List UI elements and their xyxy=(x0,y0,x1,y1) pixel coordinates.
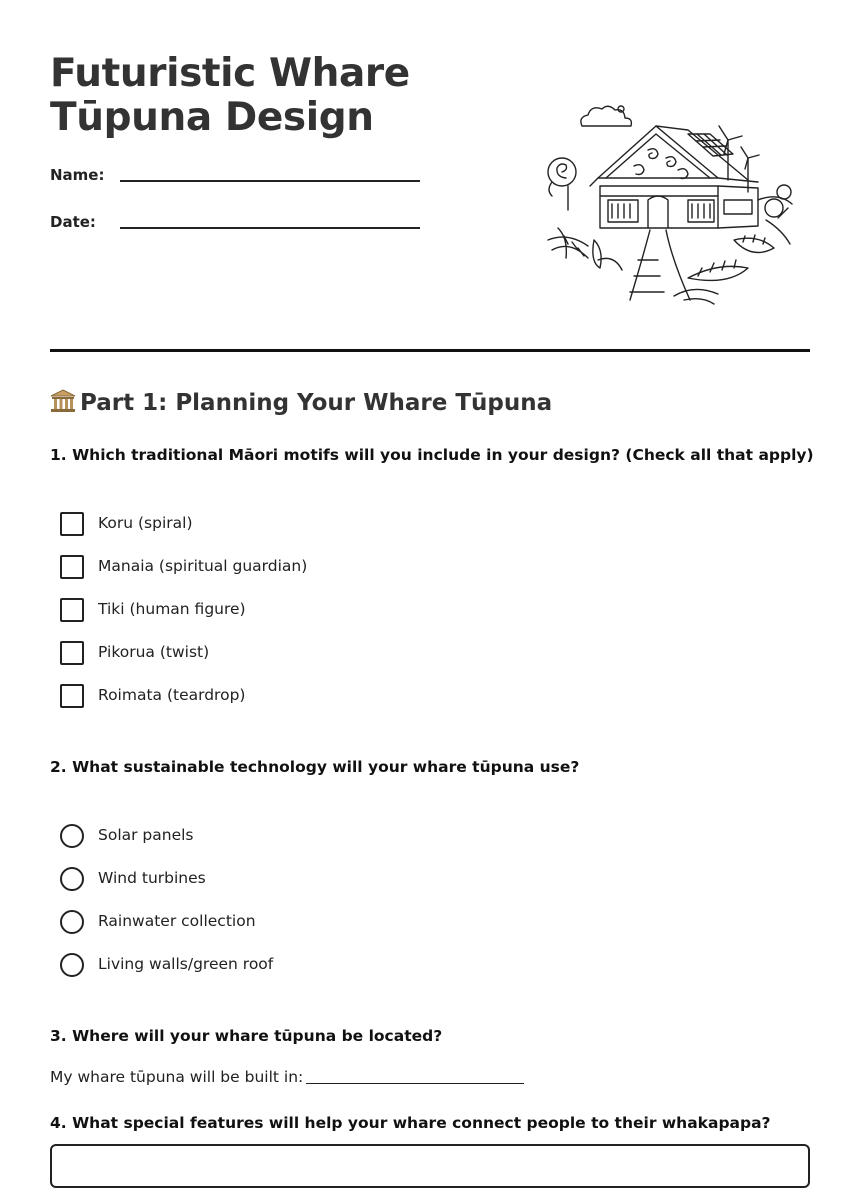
option-label: Wind turbines xyxy=(98,869,206,887)
checkbox[interactable] xyxy=(60,555,84,579)
question-2: 2. What sustainable technology will your whare tūpuna use? xyxy=(50,758,580,776)
question-4: 4. What special features will help your whare connect people to their whakapapa? xyxy=(50,1114,771,1132)
radio-button[interactable] xyxy=(60,824,84,848)
option-label: Tiki (human figure) xyxy=(98,600,246,618)
checkbox[interactable] xyxy=(60,641,84,665)
part1-title: Part 1: Planning Your Whare Tūpuna xyxy=(80,390,553,416)
title-line-1: Futuristic Whare xyxy=(50,51,410,96)
title-line-2: Tūpuna Design xyxy=(50,95,374,140)
date-label: Date: xyxy=(50,213,96,231)
radio-button[interactable] xyxy=(60,953,84,977)
header-divider xyxy=(50,349,810,352)
classical-building-icon xyxy=(50,389,80,419)
name-label: Name: xyxy=(50,166,105,184)
checkbox[interactable] xyxy=(60,512,84,536)
location-blank[interactable] xyxy=(306,1083,524,1084)
radio-button[interactable] xyxy=(60,910,84,934)
checkbox[interactable] xyxy=(60,684,84,708)
option-label: Living walls/green roof xyxy=(98,955,274,973)
checkbox[interactable] xyxy=(60,598,84,622)
option-label: Koru (spiral) xyxy=(98,514,193,532)
option-label: Pikorua (twist) xyxy=(98,643,210,661)
location-fill-in xyxy=(50,1068,524,1086)
option-label: Rainwater collection xyxy=(98,912,256,930)
radio-button[interactable] xyxy=(60,867,84,891)
question-1: 1. Which traditional Māori motifs will you include in your design? (Check all that apply) xyxy=(50,446,814,464)
option-label: Manaia (spiritual guardian) xyxy=(98,557,308,575)
part1-heading xyxy=(50,389,552,419)
question-3: 3. Where will your whare tūpuna be located? xyxy=(50,1027,443,1045)
worksheet-title xyxy=(50,52,410,140)
option-label: Solar panels xyxy=(98,826,194,844)
name-input-line[interactable] xyxy=(120,180,420,182)
date-input-line[interactable] xyxy=(120,227,420,229)
whakapapa-answer-box[interactable] xyxy=(50,1144,810,1188)
location-prompt: My whare tūpuna will be built in: xyxy=(50,1068,304,1086)
whare-illustration xyxy=(538,100,800,305)
option-label: Roimata (teardrop) xyxy=(98,686,246,704)
